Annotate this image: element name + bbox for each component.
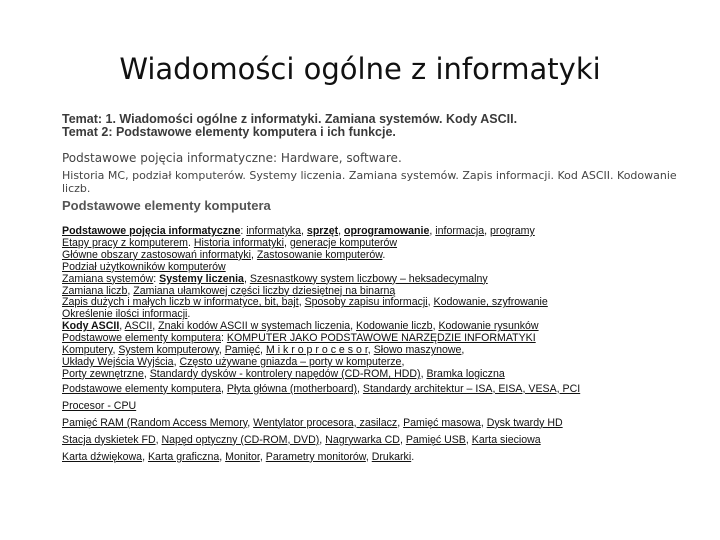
links-line-12: Układy Wejścia Wyjścia, Często używane gniazda – porty w komputerze, <box>62 356 405 368</box>
link-usb-memory[interactable]: Pamięć USB <box>405 433 466 446</box>
links-line-11: Komputery, System komputerowy, Pamięć, M i k r o p r o c e s o r, Słowo maszynowe, <box>62 345 465 357</box>
link-encoding-encryption[interactable]: Kodowanie, szyfrowanie <box>433 297 548 309</box>
link-hard-disk[interactable]: Dysk twardy HD <box>486 416 563 429</box>
links-line-7: Zapis dużych i małych liczb w informatyce, bit, bajt, Sposoby zapisu informacji, Kodowanie, szyfrowanie <box>62 297 548 309</box>
links-line-8: Określenie ilości informacji. <box>62 309 191 321</box>
link-optical-drive[interactable]: Napęd optyczny (CD-ROM, DVD) <box>161 433 320 446</box>
links-line-14: Podstawowe elementy komputera, Płyta główna (motherboard), Standardy architektur – ISA, EISA, VESA, PCI <box>62 382 581 395</box>
link-fan-psu[interactable]: Wentylator procesora, zasilacz <box>253 416 398 429</box>
links-line-10: Podstawowe elementy komputera: KOMPUTER JAKO PODSTAWOWE NARZĘDZIE INFORMATYKI <box>62 333 536 345</box>
link-history[interactable]: Historia informatyki <box>193 237 284 249</box>
link-computer-elements-2[interactable]: Podstawowe elementy komputera <box>62 382 221 395</box>
topics-block <box>62 113 702 139</box>
link-work-stages[interactable]: Etapy pracy z komputerem <box>62 237 188 249</box>
link-disk-standards[interactable]: Standardy dysków - kontrolery napędów (CD-ROM, HDD) <box>149 368 421 380</box>
links-line-18: Karta dźwiękowa, Karta graficzna, Monitor, Parametry monitorów, Drukarki. <box>62 450 415 463</box>
link-machine-word[interactable]: Słowo maszynowe <box>373 345 462 357</box>
link-printers[interactable]: Drukarki <box>371 450 412 463</box>
topic-2: Temat 2: Podstawowe elementy komputera i ich funkcje. <box>62 125 396 139</box>
links-line-17: Stacja dyskietek FD, Napęd optyczny (CD-ROM, DVD), Nagrywarka CD, Pamięć USB, Karta sieciowa <box>62 433 541 446</box>
link-computer-elements[interactable]: Podstawowe elementy komputera <box>62 333 221 345</box>
links-line-16: Pamięć RAM (Random Access Memory, Wentylator procesora, zasilacz, Pamięć masowa, Dysk twardy HD <box>62 416 563 429</box>
link-monitor-params[interactable]: Parametry monitorów <box>265 450 366 463</box>
history-line: Historia MC, podział komputerów. Systemy liczenia. Zamiana systemów. Zapis informacji. Kod ASCII. Kodowanie liczb. <box>62 169 677 195</box>
links-line-15 <box>62 398 702 415</box>
link-big-small-numbers[interactable]: Zapis dużych i małych liczb w informatyce, bit, bajt <box>62 297 299 309</box>
link-graphics-card[interactable]: Karta graficzna <box>147 450 220 463</box>
link-info-amount[interactable]: Określenie ilości informacji <box>62 309 188 321</box>
links-line-4 <box>62 262 702 274</box>
links-line-6: Zamiana liczb, Zamiana ułamkowej części liczby dziesiętnej na binarną <box>62 285 396 297</box>
links-line-1: Podstawowe pojęcia informatyczne: informatyka, sprzęt, oprogramowanie, informacja, programy <box>62 226 535 237</box>
link-memory[interactable]: Pamięć <box>224 345 261 357</box>
link-architectures[interactable]: Standardy architektur – ISA, EISA, VESA, PCI <box>362 382 581 395</box>
link-monitor[interactable]: Monitor <box>225 450 260 463</box>
link-external-ports[interactable]: Porty zewnętrzne <box>62 368 144 380</box>
link-network-card[interactable]: Karta sieciowa <box>471 433 541 446</box>
link-cpu[interactable]: Procesor - CPU <box>62 399 137 412</box>
links-line-5: Zamiana systemów: Systemy liczenia, Szesnastkowy system liczbowy – heksadecymalny <box>62 273 488 285</box>
topic-links <box>62 226 702 466</box>
link-image-encoding[interactable]: Kodowanie rysunków <box>438 321 539 333</box>
link-computers[interactable]: Komputery <box>62 345 113 357</box>
link-ports[interactable]: Często używane gniazda – porty w komputerze <box>179 356 402 368</box>
link-hardware[interactable]: sprzęt <box>306 226 339 237</box>
links-line-13: Porty zewnętrzne, Standardy dysków - kontrolery napędów (CD-ROM, HDD), Bramka logiczna <box>62 368 505 380</box>
link-sound-card[interactable]: Karta dźwiękowa <box>62 450 143 463</box>
link-ascii-chars[interactable]: Znaki kodów ASCII w systemach liczenia <box>158 321 351 333</box>
link-system-conversion[interactable]: Zamiana systemów <box>62 273 154 285</box>
link-programs[interactable]: programy <box>490 226 535 237</box>
link-computer-uses[interactable]: Zastosowanie komputerów <box>256 249 383 261</box>
link-microprocessor[interactable]: M i k r o p r o c e s o r <box>265 345 368 357</box>
link-ram[interactable]: Pamięć RAM (Random Access Memory <box>62 416 248 429</box>
topic-1: Temat: 1. Wiadomości ogólne z informatyki. Zamiana systemów. Kody ASCII. <box>62 112 518 126</box>
links-line-3: Główne obszary zastosowań informatyki, Zastosowanie komputerów. <box>62 249 386 261</box>
link-information[interactable]: informacja <box>435 226 485 237</box>
hardware-heading: Podstawowe elementy komputera <box>62 198 271 213</box>
link-info-notation[interactable]: Sposoby zapisu informacji <box>304 297 428 309</box>
link-cd-burner[interactable]: Nagrywarka CD <box>325 433 400 446</box>
link-software[interactable]: oprogramowanie <box>344 226 430 237</box>
link-motherboard[interactable]: Płyta główna (motherboard) <box>226 382 358 395</box>
link-basic-concepts[interactable]: Podstawowe pojęcia informatyczne <box>62 226 241 237</box>
link-computer-as-tool[interactable]: KOMPUTER JAKO PODSTAWOWE NARZĘDZIE INFORMATYKI <box>226 333 536 345</box>
link-mass-storage[interactable]: Pamięć masowa <box>403 416 481 429</box>
link-ascii[interactable]: ASCII <box>124 321 153 333</box>
link-informatics[interactable]: informatyka <box>246 226 302 237</box>
links-line-9: Kody ASCII, ASCII, Znaki kodów ASCII w systemach liczenia, Kodowanie liczb, Kodowanie rysunków <box>62 321 539 333</box>
link-floppy[interactable]: Stacja dyskietek FD <box>62 433 156 446</box>
link-generations[interactable]: generacje komputerów <box>289 237 398 249</box>
link-user-types[interactable]: Podział użytkowników komputerów <box>62 261 226 273</box>
basics-line: Podstawowe pojęcia informatyczne: Hardware, software. <box>62 151 402 165</box>
slide-title: Wiadomości ogólne z informatyki <box>119 52 601 86</box>
link-computer-system[interactable]: System komputerowy <box>118 345 219 357</box>
link-application-areas[interactable]: Główne obszary zastosowań informatyki <box>62 249 252 261</box>
link-number-systems[interactable]: Systemy liczenia <box>159 273 244 285</box>
link-number-encoding[interactable]: Kodowanie liczb <box>356 321 433 333</box>
links-line-2: Etapy pracy z komputerem. Historia informatyki, generacje komputerów <box>62 237 398 249</box>
link-hexadecimal[interactable]: Szesnastkowy system liczbowy – heksadecymalny <box>249 273 488 285</box>
link-io-devices[interactable]: Układy Wejścia Wyjścia <box>62 356 174 368</box>
link-ascii-codes[interactable]: Kody ASCII <box>62 321 120 333</box>
link-fraction-conversion[interactable]: Zamiana ułamkowej części liczby dziesiętnej na binarną <box>133 285 396 297</box>
link-number-conversion[interactable]: Zamiana liczb <box>62 285 128 297</box>
link-logic-gate[interactable]: Bramka logiczna <box>426 368 505 380</box>
